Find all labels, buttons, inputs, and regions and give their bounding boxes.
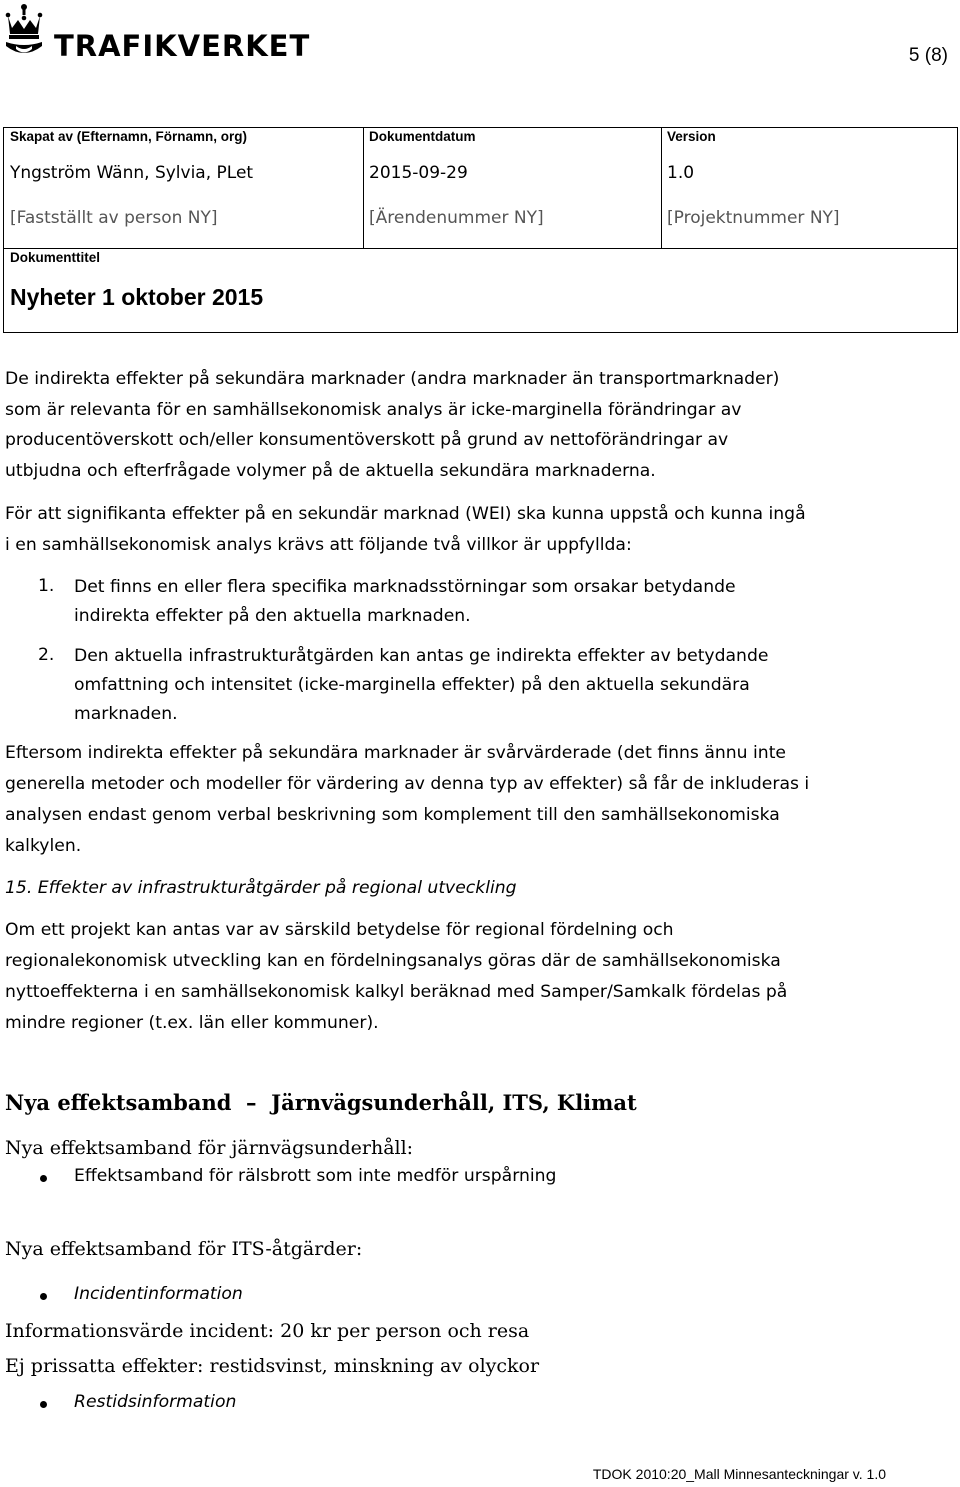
- text-line: Eftersom indirekta effekter på sekundära marknader är svårvärderade (det finns ännu inte: [5, 743, 787, 763]
- author-value: Yngström Wänn, Sylvia, PLet: [10, 163, 254, 183]
- heading-new-effects: Nya effektsamband – Järnvägsunderhåll, ITS, Klimat: [5, 1090, 637, 1115]
- footer-template: TDOK 2010:20_Mall Minnesanteckningar v. 1.0: [592, 1466, 886, 1482]
- text-line: Det finns en eller flera specifika marknadsstörningar som orsakar betydande: [74, 577, 736, 597]
- paragraph-indirect-effects: [5, 364, 925, 486]
- bullet-incident: Incidentinformation: [74, 1284, 243, 1304]
- text-line: nyttoeffekterna i en samhällsekonomisk kalkyl beräknad med Samper/Samkalk fördelas på: [5, 982, 788, 1002]
- case-number-placeholder: [Ärendenummer NY]: [369, 208, 544, 228]
- section-heading-15: 15. Effekter av infrastrukturåtgärder på regional utveckling: [5, 878, 517, 898]
- text-line: i en samhällsekonomisk analys krävs att följande två villkor är uppfyllda:: [5, 534, 632, 555]
- text-line: omfattning och intensitet (icke-marginella effekter) på den aktuella sekundära: [74, 675, 750, 695]
- text-line: regionalekonomisk utveckling kan en fördelningsanalys göras där de samhällsekonomiska: [5, 951, 781, 971]
- date-label: Dokumentdatum: [369, 129, 476, 144]
- trafikverket-logo: [2, 2, 310, 62]
- brand-name: TRAFIKVERKET: [54, 29, 311, 63]
- bullet-dot: [40, 1293, 47, 1300]
- version-label: Version: [667, 129, 716, 144]
- document-title: Nyheter 1 oktober 2015: [10, 284, 264, 310]
- approved-by-placeholder: [Fastställt av person NY]: [10, 208, 218, 228]
- subheading-its: Nya effektsamband för ITS-åtgärder:: [5, 1238, 363, 1260]
- subheading-rail: Nya effektsamband för järnvägsunderhåll:: [5, 1137, 414, 1159]
- list-number: 1.: [38, 576, 55, 596]
- paragraph-regional: [5, 915, 925, 1039]
- text-line: kalkylen.: [5, 836, 82, 856]
- text-line: mindre regioner (t.ex. län eller kommuner).: [5, 1013, 379, 1033]
- crown-logo-icon: [2, 2, 46, 62]
- text-line: För att signifikanta effekter på en sekundär marknad (WEI) ska kunna uppstå och kunna ingå: [5, 504, 806, 524]
- incident-value: Informationsvärde incident: 20 kr per person och resa: [5, 1320, 530, 1342]
- text-line: generella metoder och modeller för värdering av denna typ av effekter) så får de inkluderas i: [5, 774, 810, 794]
- text-line: utbjudna och efterfrågade volymer på de aktuella sekundära marknaderna.: [5, 460, 656, 481]
- bullet-dot: [40, 1175, 47, 1182]
- paragraph-conditions: [5, 499, 925, 560]
- bullet-travel-time: Restidsinformation: [74, 1392, 237, 1412]
- title-label: Dokumenttitel: [10, 250, 101, 265]
- text-line: Den aktuella infrastrukturåtgärden kan antas ge indirekta effekter av betydande: [74, 646, 769, 666]
- text-line: analysen endast genom verbal beskrivning som komplement till den samhällsekonomiska: [5, 805, 780, 825]
- author-label: Skapat av (Efternamn, Förnamn, org): [10, 129, 248, 144]
- page-number: 5 (8): [908, 45, 948, 66]
- row-divider: [4, 248, 957, 249]
- text-line: De indirekta effekter på sekundära marknader (andra marknader än transportmarknader): [5, 369, 780, 389]
- list-item: [74, 642, 884, 729]
- text-line: som är relevanta för en samhällsekonomisk analys är icke-marginella förändringar av: [5, 399, 742, 420]
- bullet-dot: [40, 1401, 47, 1408]
- unpriced-effects: Ej prissatta effekter: restidsvinst, minskning av olyckor: [5, 1355, 540, 1377]
- text-line: Om ett projekt kan antas var av särskild betydelse för regional fördelning och: [5, 920, 674, 940]
- text-line: marknaden.: [74, 704, 178, 724]
- document-meta-table: [3, 127, 958, 333]
- text-line: producentöverskott och/eller konsumentöverskott på grund av nettoförändringar av: [5, 430, 729, 450]
- project-number-placeholder: [Projektnummer NY]: [667, 208, 840, 228]
- date-value: 2015-09-29: [369, 163, 468, 183]
- column-divider: [363, 128, 364, 248]
- bullet-rail-break: Effektsamband för rälsbrott som inte medför urspårning: [74, 1166, 557, 1186]
- list-number: 2.: [38, 645, 55, 665]
- paragraph-valuation: [5, 738, 925, 862]
- text-line: indirekta effekter på den aktuella marknaden.: [74, 606, 471, 626]
- version-value: 1.0: [667, 163, 695, 183]
- column-divider: [661, 128, 662, 248]
- list-item: [74, 573, 884, 631]
